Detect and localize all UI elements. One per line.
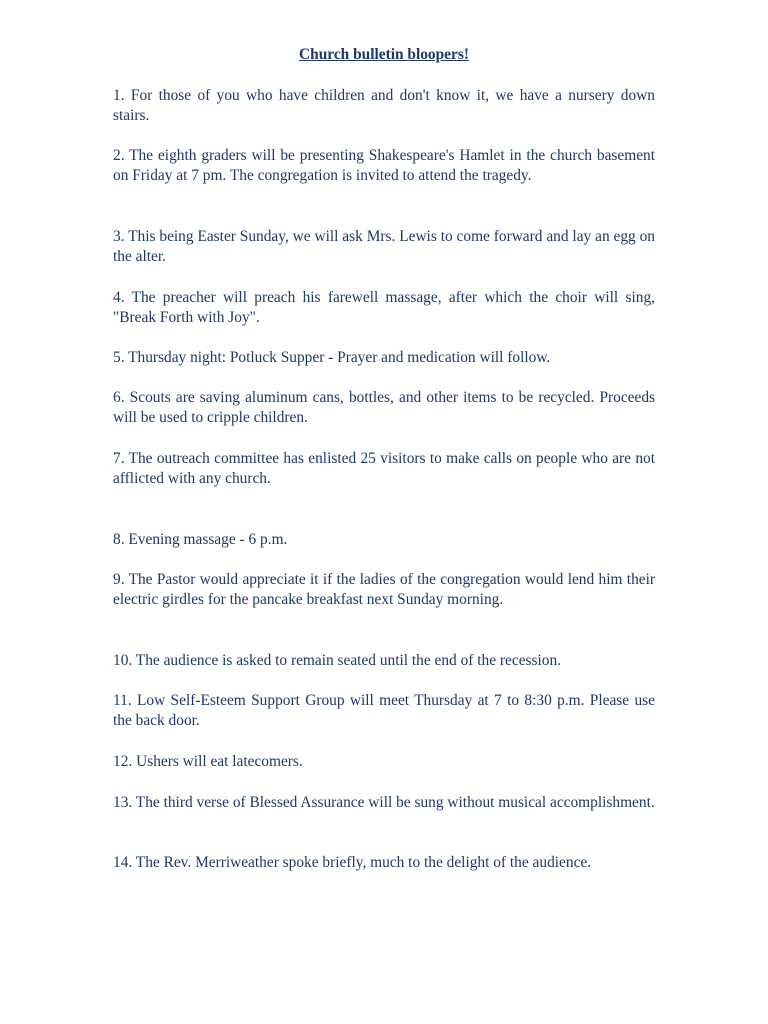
blooper-item-13: 13. The third verse of Blessed Assurance will be sung without musical accomplishment. <box>113 794 655 811</box>
blooper-item-1: 1. For those of you who have children and don't know it, we have a nursery down stairs. <box>113 87 655 125</box>
blooper-item-6: 6. Scouts are saving aluminum cans, bottles, and other items to be recycled. Proceeds will be used to cripple children. <box>113 389 655 427</box>
blooper-item-10: 10. The audience is asked to remain seated until the end of the recession. <box>113 652 562 669</box>
blooper-item-9: 9. The Pastor would appreciate it if the ladies of the congregation would lend him their electric girdles for the pancake breakfast next Sunday morning. <box>113 571 655 609</box>
blooper-item-11: 11. Low Self-Esteem Support Group will meet Thursday at 7 to 8:30 p.m. Please use the back door. <box>113 692 655 730</box>
blooper-item-8: 8. Evening massage - 6 p.m. <box>113 531 288 548</box>
document-title: Church bulletin bloopers! <box>299 46 469 63</box>
blooper-item-5: 5. Thursday night: Potluck Supper - Prayer and medication will follow. <box>113 349 551 366</box>
blooper-item-3: 3. This being Easter Sunday, we will ask Mrs. Lewis to come forward and lay an egg on the alter. <box>113 228 655 266</box>
blooper-item-12: 12. Ushers will eat latecomers. <box>113 753 303 770</box>
blooper-item-7: 7. The outreach committee has enlisted 25 visitors to make calls on people who are not afflicted with any church. <box>113 450 655 488</box>
blooper-item-4: 4. The preacher will preach his farewell massage, after which the choir will sing, "Break Forth with Joy". <box>113 289 655 327</box>
blooper-item-14: 14. The Rev. Merriweather spoke briefly, much to the delight of the audience. <box>113 854 592 871</box>
blooper-item-2: 2. The eighth graders will be presenting Shakespeare's Hamlet in the church basement on Friday at 7 pm. The congregation is invited to attend the tragedy. <box>113 147 655 185</box>
